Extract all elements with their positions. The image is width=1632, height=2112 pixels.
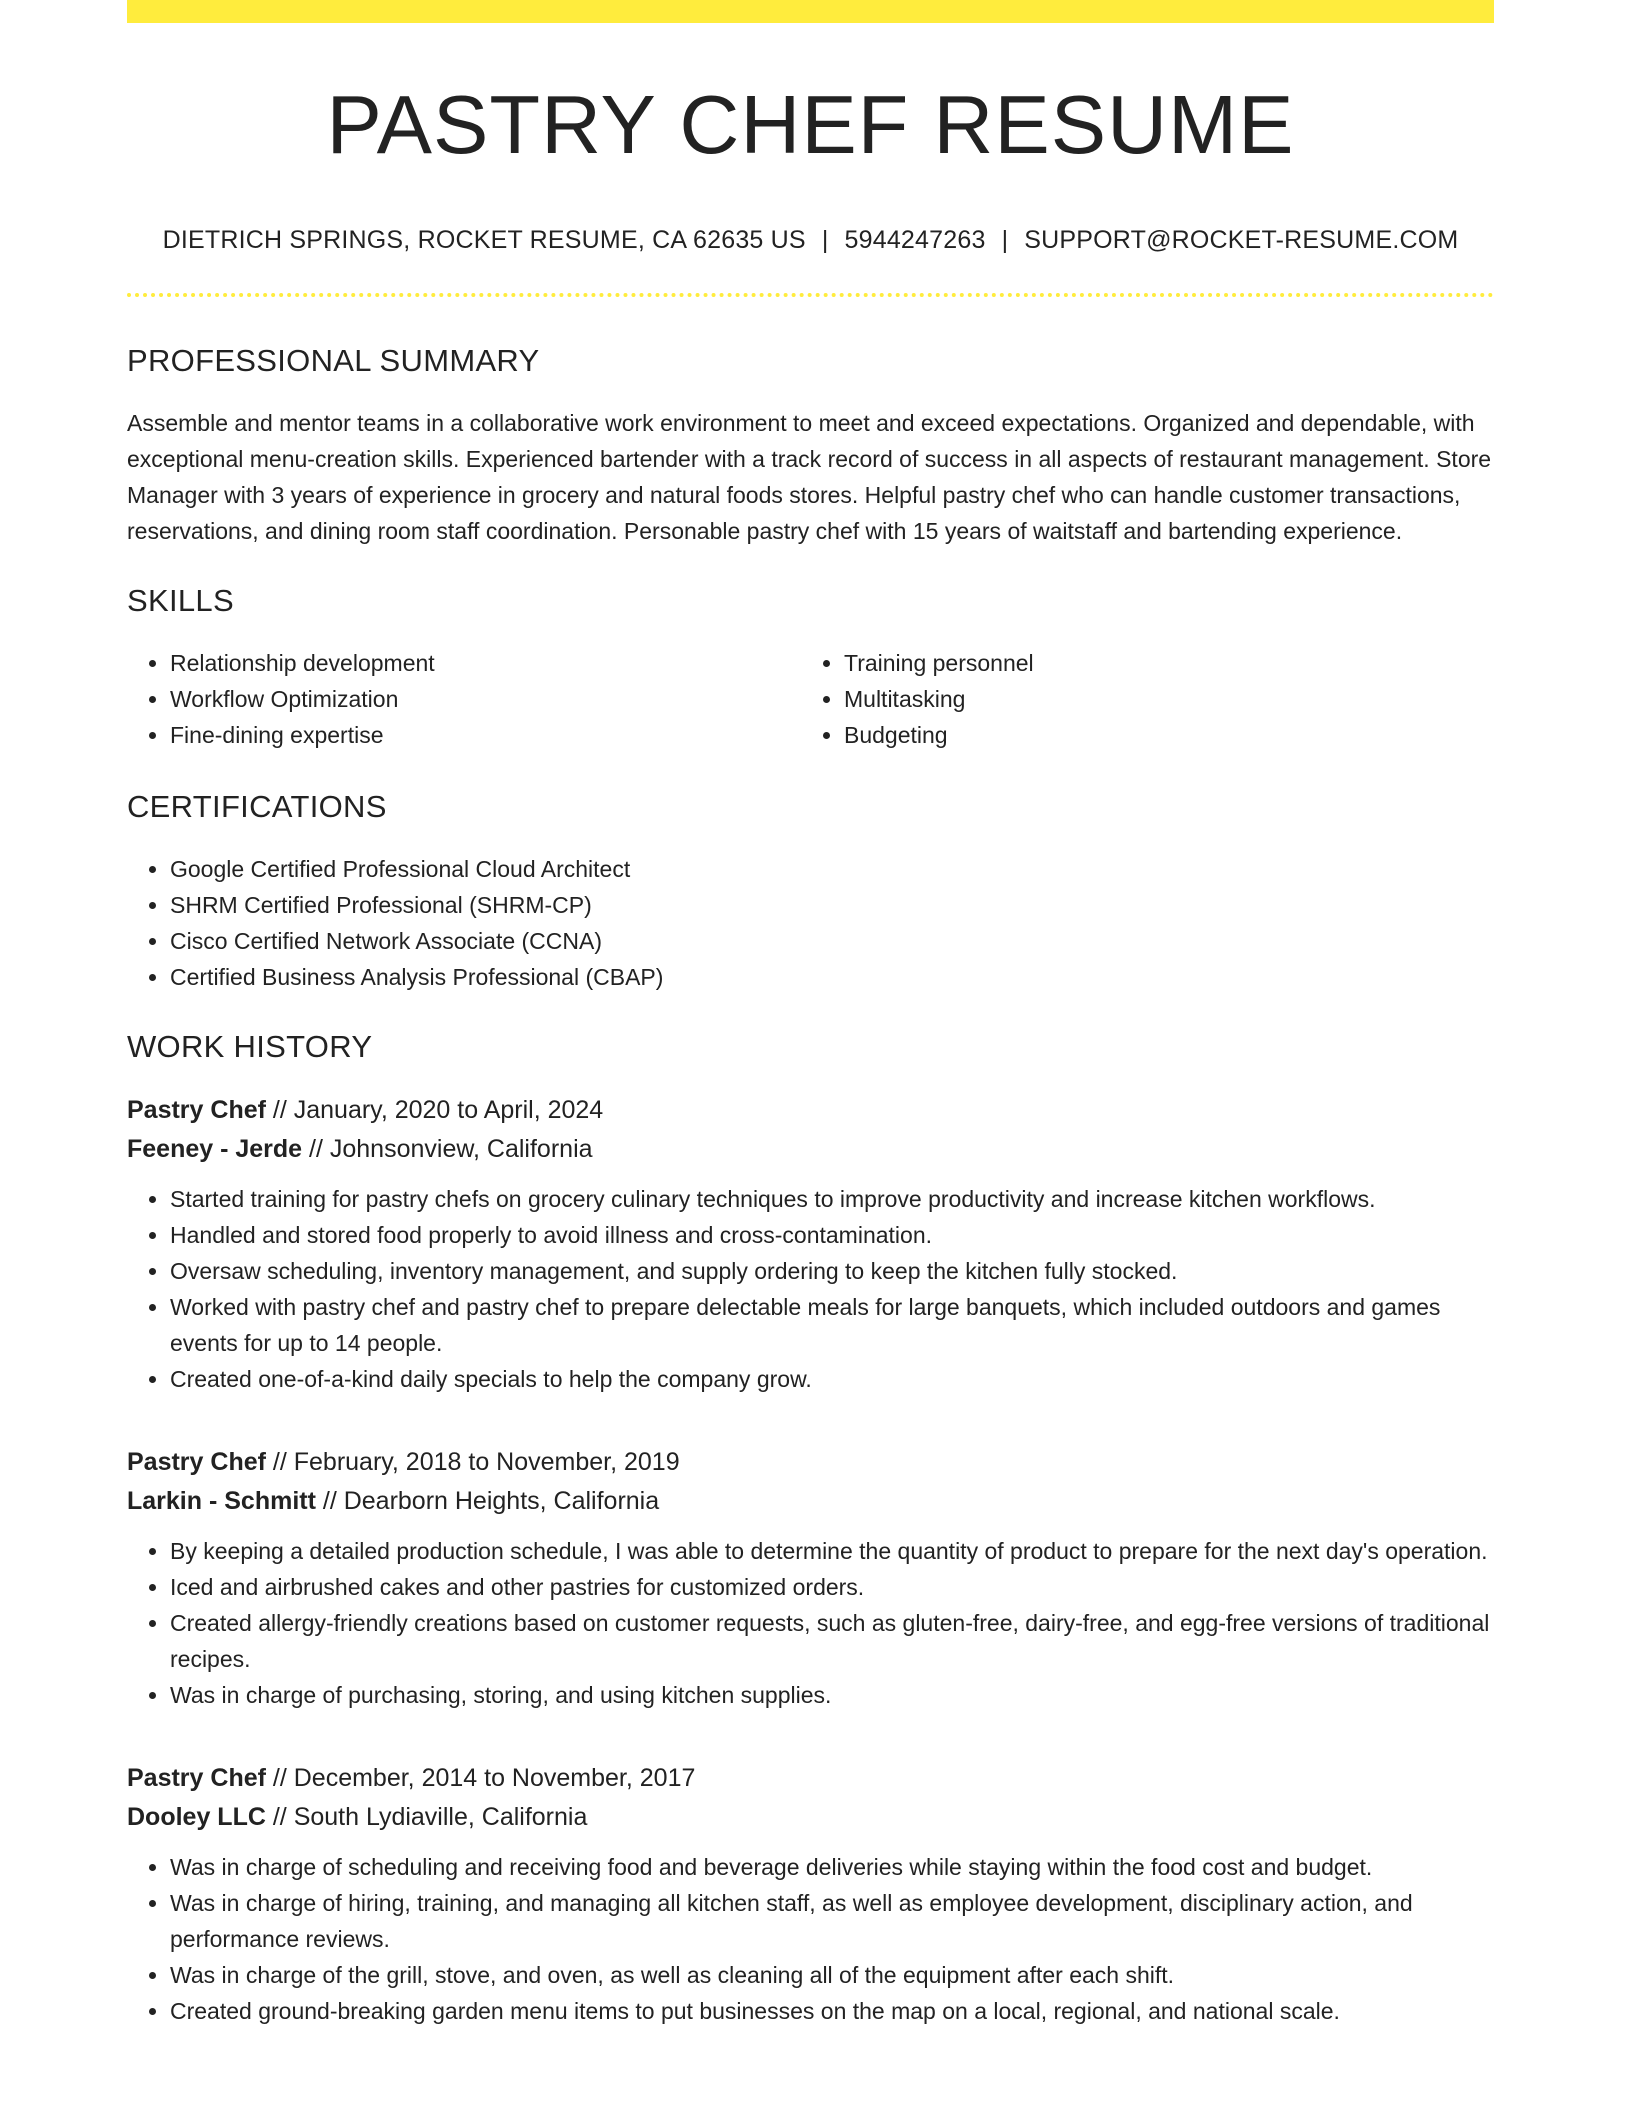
contact-line <box>127 226 1494 255</box>
certifications-list <box>127 851 1494 995</box>
job-bullet: • Worked with pastry chef and pastry chef to prepare delectable meals for large banquets, which included outdoors and games events for up to 14 people. <box>170 1289 1494 1361</box>
job-company: Larkin - Schmitt <box>127 1487 316 1515</box>
skill-item: • Training personnel <box>844 645 1475 681</box>
job-bullet: • Created allergy-friendly creations based on customer requests, such as gluten-free, dairy-free, and egg-free versions of traditional recipes. <box>170 1605 1494 1677</box>
job-bullets <box>127 1181 1494 1397</box>
job-bullet: • Oversaw scheduling, inventory management, and supply ordering to keep the kitchen fully stocked. <box>170 1253 1494 1289</box>
job-dates: // December, 2014 to November, 2017 <box>265 1764 696 1792</box>
job-title-line <box>127 1759 1494 1798</box>
skills-heading: SKILLS <box>127 583 234 618</box>
job-company: Dooley LLC <box>127 1803 266 1831</box>
summary-heading: PROFESSIONAL SUMMARY <box>127 343 540 378</box>
job-bullet: • Was in charge of the grill, stove, and oven, as well as cleaning all of the equipment after each shift. <box>170 1957 1494 1993</box>
contact-address: DIETRICH SPRINGS, ROCKET RESUME, CA 62635 US <box>162 226 806 254</box>
certification-item: • Certified Business Analysis Professional (CBAP) <box>170 959 1494 995</box>
job-location: // South Lydiaville, California <box>265 1803 588 1831</box>
accent-top-bar <box>127 0 1494 23</box>
job-title: Pastry Chef <box>127 1096 266 1124</box>
job-bullet: • Created ground-breaking garden menu items to put businesses on the map on a local, regional, and national scale. <box>170 1993 1494 2029</box>
page-title: PASTRY CHEF RESUME <box>326 78 1295 171</box>
job-bullet: • Was in charge of purchasing, storing, and using kitchen supplies. <box>170 1677 1494 1713</box>
contact-separator: | <box>1001 226 1009 254</box>
contact-separator: | <box>821 226 829 254</box>
job-bullet: • Iced and airbrushed cakes and other pastries for customized orders. <box>170 1569 1494 1605</box>
job-company-line <box>127 1482 1494 1521</box>
job-location: // Johnsonview, California <box>302 1135 593 1163</box>
contact-phone: 5944247263 <box>844 226 986 254</box>
certification-item: • Cisco Certified Network Associate (CCNA) <box>170 923 1494 959</box>
job-entry <box>127 1091 1494 1397</box>
contact-email: SUPPORT@ROCKET-RESUME.COM <box>1024 226 1459 254</box>
job-company-line <box>127 1798 1494 1837</box>
resume-page <box>127 0 1494 2029</box>
job-company: Feeney - Jerde <box>127 1135 303 1163</box>
job-title-line <box>127 1443 1494 1482</box>
job-title-line <box>127 1091 1494 1130</box>
job-bullet: • Created one-of-a-kind daily specials to help the company grow. <box>170 1361 1494 1397</box>
job-dates: // January, 2020 to April, 2024 <box>265 1096 604 1124</box>
skills-list-left <box>127 645 801 753</box>
work-history-heading: WORK HISTORY <box>127 1029 373 1064</box>
summary-text: Assemble and mentor teams in a collaborative work environment to meet and exceed expectations. Organized and dependable, with exceptional menu-creation skills. Experienced bartender with a track record of success in all aspects of restaurant management. Store Manager with 3 years of experience in grocery and natural foods stores. Helpful pastry chef who can handle customer transactions, reservations, and dining room staff coordination. Personable pastry chef with 15 years of waitstaff and bartending experience. <box>127 410 1492 544</box>
skill-item: • Fine-dining expertise <box>170 717 801 753</box>
header-divider <box>127 293 1494 297</box>
job-dates: // February, 2018 to November, 2019 <box>265 1448 680 1476</box>
job-bullet: • Started training for pastry chefs on grocery culinary techniques to improve productivity and increase kitchen workflows. <box>170 1181 1494 1217</box>
skills-columns <box>127 645 1494 753</box>
job-bullets <box>127 1533 1494 1713</box>
job-company-line <box>127 1130 1494 1169</box>
certifications-heading: CERTIFICATIONS <box>127 789 387 824</box>
job-location: // Dearborn Heights, California <box>315 1487 660 1515</box>
skill-item: • Multitasking <box>844 681 1475 717</box>
certification-item: • Google Certified Professional Cloud Architect <box>170 851 1494 887</box>
skills-list-right <box>801 645 1475 753</box>
job-bullets <box>127 1849 1494 2029</box>
job-title: Pastry Chef <box>127 1764 266 1792</box>
certification-item: • SHRM Certified Professional (SHRM-CP) <box>170 887 1494 923</box>
job-entry <box>127 1443 1494 1713</box>
job-entry <box>127 1759 1494 2029</box>
job-bullet: • Was in charge of scheduling and receiving food and beverage deliveries while staying within the food cost and budget. <box>170 1849 1494 1885</box>
job-bullet: • Was in charge of hiring, training, and managing all kitchen staff, as well as employee development, disciplinary action, and performance reviews. <box>170 1885 1494 1957</box>
skill-item: • Workflow Optimization <box>170 681 801 717</box>
skill-item: • Relationship development <box>170 645 801 681</box>
skill-item: • Budgeting <box>844 717 1475 753</box>
job-bullet: • Handled and stored food properly to avoid illness and cross-contamination. <box>170 1217 1494 1253</box>
job-bullet: • By keeping a detailed production schedule, I was able to determine the quantity of product to prepare for the next day's operation. <box>170 1533 1494 1569</box>
job-title: Pastry Chef <box>127 1448 266 1476</box>
